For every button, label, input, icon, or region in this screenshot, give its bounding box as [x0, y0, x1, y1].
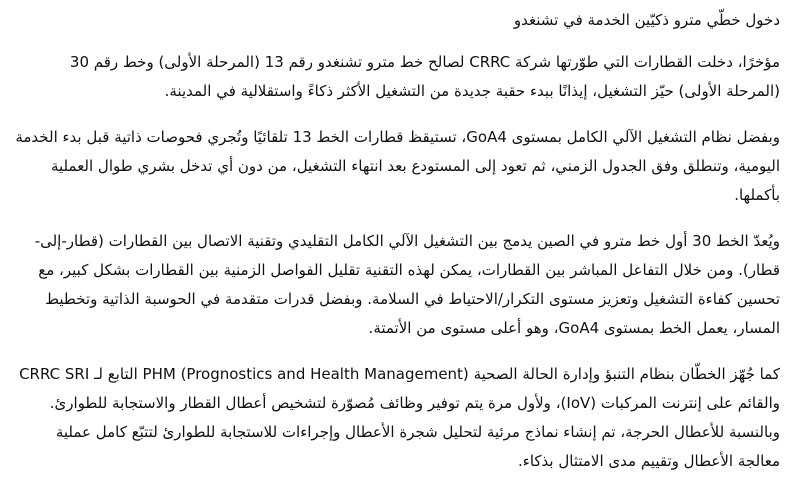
article-title: دخول خطّي مترو ذكيّين الخدمة في تشنغدو: [513, 11, 780, 29]
paragraph-intro: مؤخرًا، دخلت القطارات التي طوّرتها شركة CRRC لصالح خط مترو تشنغدو رقم 13 (المرحلة الأولى) وخط رقم 30 (المرحلة الأولى) حيّز التشغيل، إيذانًا ببدء حقبة جديدة من التشغيل الأكثر ذكاءً واستقلالية في المدينة.: [69, 53, 780, 100]
paragraph-line-30: ويُعدّ الخط 30 أول خط مترو في الصين يدمج بين التشغيل الآلي الكامل التقليدي وتقنية الاتصال بين القطارات (قطار-إلى-قطار). ومن خلال التفاعل المباشر بين القطارات، يمكن لهذه التقنية تقليل الفواصل الزمنية بين القطارات بشكل كبير، مع تحسين كفاءة التشغيل وتعزيز مستوى التكرار/الاحتياط في السلامة. وبفضل قدرات متقدمة في الحوسبة الذاتية وتخطيط المسار، يعمل الخط بمستوى GoA4، وهو أعلى مستوى من الأتمتة.: [34, 232, 780, 337]
paragraph-phm-system: كما جُهّز الخطّان بنظام التنبؤ وإدارة الحالة الصحية PHM (Prognostics and Health Management) التابع لـ CRRC SRI والقائم على إنترنت المركبات (IoV)، ولأول مرة يتم توفير وظائف مُصوّرة لتشخيص أعطال القطار والاستجابة للطوارئ. وبالنسبة للأعطال الحرجة، تم إنشاء نماذج مرئية لتحليل شجرة الأعطال وإجراءات للاستجابة للطوارئ لتتبّع كامل عملية معالجة الأعطال وتقييم مدى الامتثال بذكاء.: [19, 365, 780, 470]
paragraph-line-13: وبفضل نظام التشغيل الآلي الكامل بمستوى GoA4، تستيقظ قطارات الخط 13 تلقائيًا وتُجري فحوصات ذاتية قبل بدء الخدمة اليومية، وتنطلق وفق الجدول الزمني، ثم تعود إلى المستودع بعد انتهاء التشغيل، من دون أي تدخل بشري طوال العملية بأكملها.: [15, 128, 780, 204]
